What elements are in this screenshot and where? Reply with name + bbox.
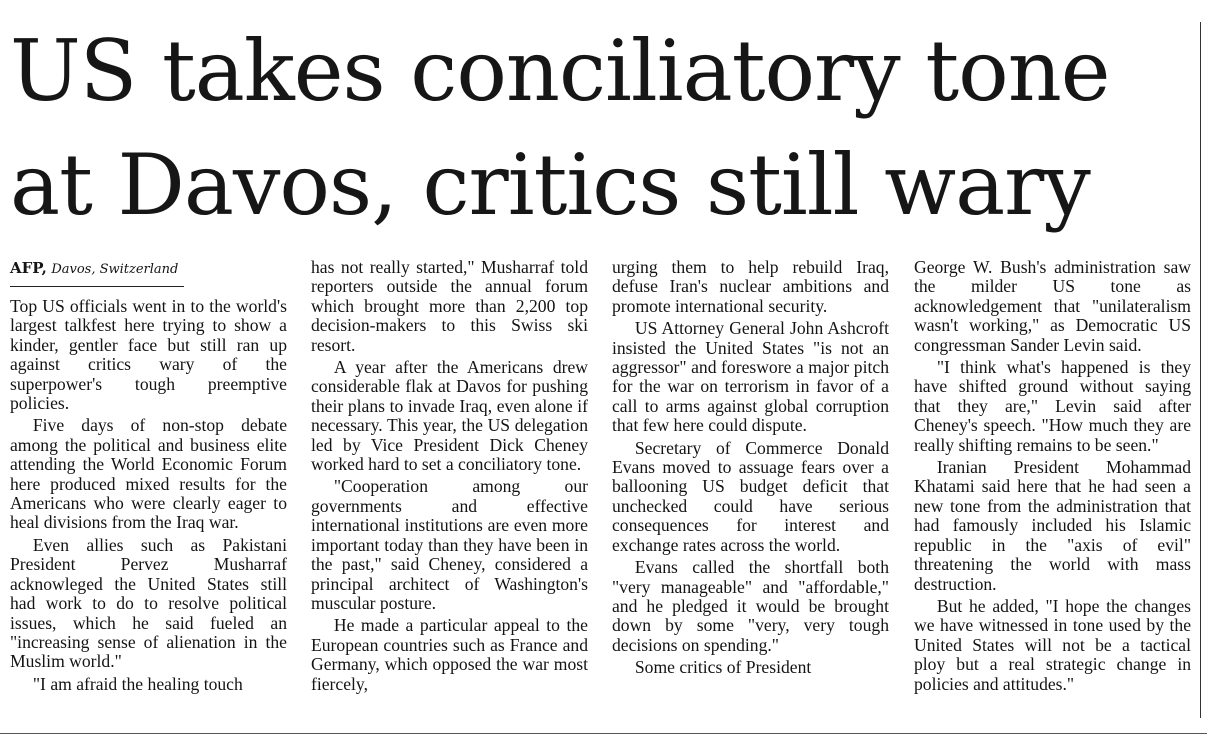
headline: US takes conciliatory tone at Davos, critics still wary xyxy=(10,22,1110,234)
paragraph: Iranian President Mohammad Khatami said here that he had seen a new tone from the administration that had famously included his Islamic republic in the "axis of evil" threatening the world with mass destruction. xyxy=(914,457,1191,594)
bottom-rule xyxy=(0,733,1207,734)
paragraph: US Attorney General John Ashcroft insisted the United States "is not an aggressor" and foreswore a major pitch for the war on terrorism in favor of a call to arms against global corruption that few here could dispute. xyxy=(612,318,889,436)
paragraph: He made a particular appeal to the European countries such as France and Germany, which opposed the war most fiercely, xyxy=(311,615,588,694)
article-column-3 xyxy=(612,258,889,681)
column-rule xyxy=(1200,22,1201,718)
article-column-4 xyxy=(914,258,1191,697)
paragraph: Evans called the shortfall both "very manageable" and "affordable," and he pledged it would be brought down by some "very, very tough decisions on spending." xyxy=(612,557,889,655)
paragraph: Five days of non-stop debate among the political and business elite attending the World Economic Forum here produced mixed results for the Americans who were clearly eager to heal divisions from the Iraq war. xyxy=(10,415,287,533)
paragraph: "Cooperation among our governments and effective international institutions are even more important today than they have been in the past," said Cheney, considered a principal architect of Washington's muscular posture. xyxy=(311,476,588,613)
paragraph: Some critics of President xyxy=(634,657,812,678)
paragraph: "I am afraid the healing touch xyxy=(32,673,243,694)
paragraph: has not really started," Musharraf told reporters outside the annual forum which brought more than 2,200 top decision-makers to this Swiss ski resort. xyxy=(311,257,588,355)
paragraph: George W. Bush's administration saw the milder US tone as acknowledgement that "unilateralism wasn't working," as Democratic US congressman Sander Levin said. xyxy=(914,257,1191,355)
article-column-1 xyxy=(10,258,287,697)
paragraph: Secretary of Commerce Donald Evans moved to assuage fears over a ballooning US budget deficit that unchecked could have serious consequences for interest and exchange rates across the world. xyxy=(612,437,889,555)
byline-place: Davos, Switzerland xyxy=(51,262,179,277)
paragraph: "I think what's happened is they have shifted ground without saying that they are," Levin said after Cheney's speech. "How much they are really shifting remains to be seen." xyxy=(914,357,1191,455)
paragraph: But he added, "I hope the changes we have witnessed in tone used by the United States will not be a tactical ploy but a real strategic change in policies and attitudes." xyxy=(914,595,1191,694)
paragraph: Top US officials went in to the world's largest talkfest here trying to show a kinder, gentler face but still ran up against critics wary of the superpower's tough preemptive policies. xyxy=(10,296,287,414)
byline xyxy=(10,258,184,287)
paragraph: Even allies such as Pakistani President Pervez Musharraf acknowleged the United States still had work to do to resolve political issues, which he said fueled an "increasing sense of alienation in the Muslim world." xyxy=(10,534,287,672)
byline-agency: AFP, xyxy=(10,259,47,277)
article-column-2 xyxy=(311,258,588,697)
paragraph: urging them to help rebuild Iraq, defuse Iran's nuclear ambitions and promote international security. xyxy=(612,257,889,316)
paragraph: A year after the Americans drew considerable flak at Davos for pushing their plans to invade Iraq, even alone if necessary. This year, the US delegation led by Vice President Dick Cheney worked hard to set a conciliatory tone. xyxy=(311,357,588,475)
